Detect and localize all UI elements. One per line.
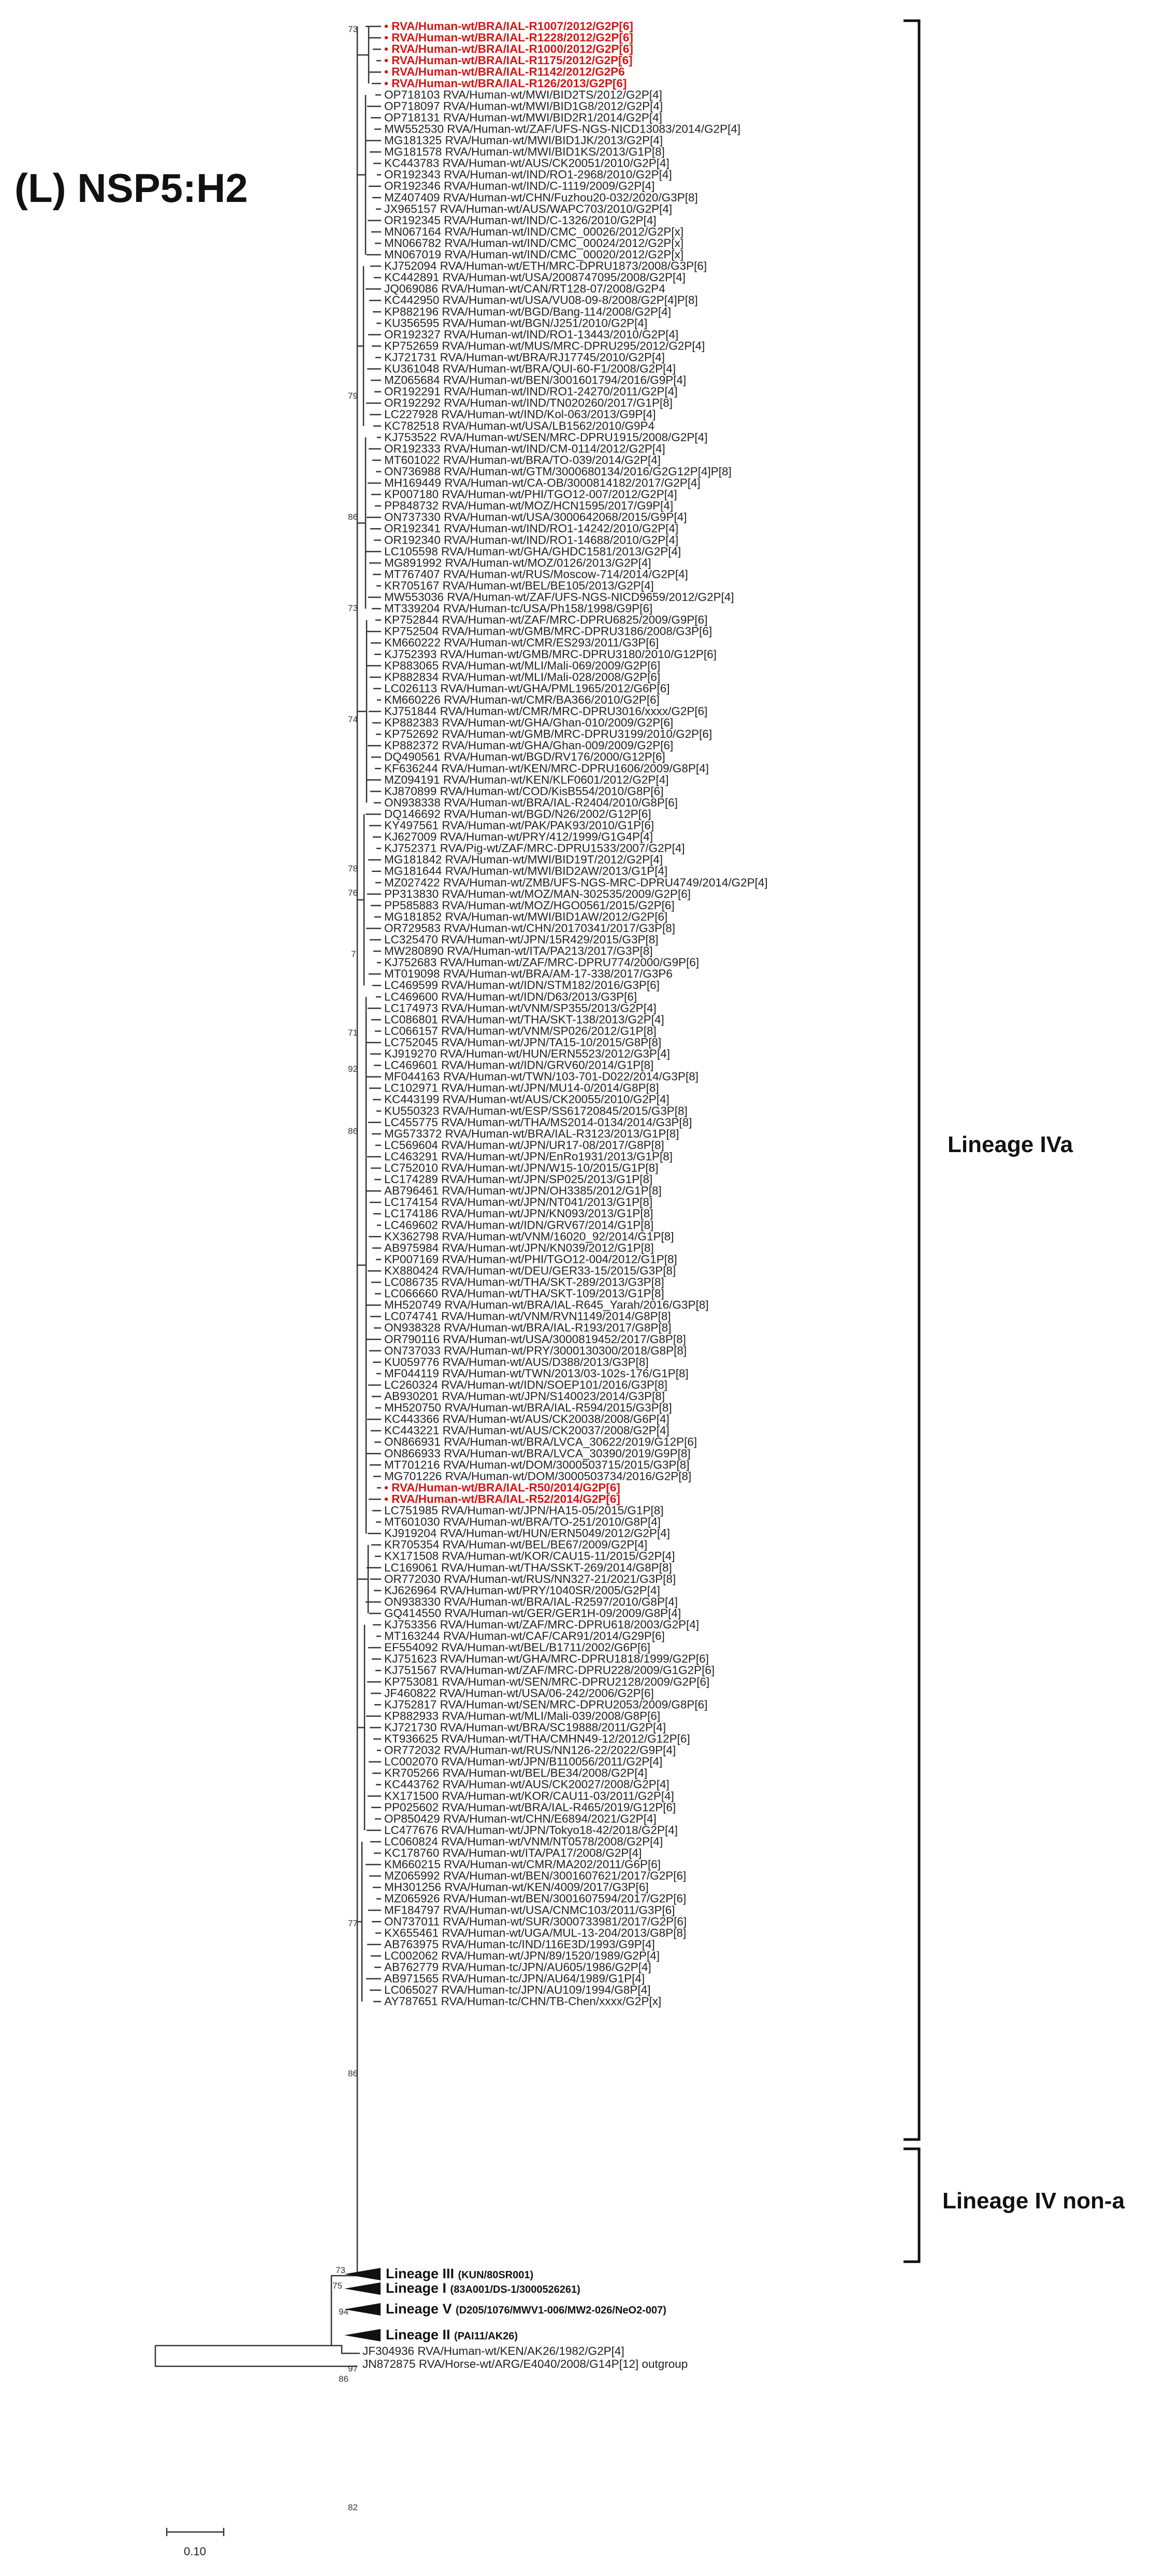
tip-label: LC477676 RVA/Human-wt/JPN/Tokyo18-42/2018/G2P[4] — [384, 1823, 678, 1837]
lineage-iv-non-a-bracket — [904, 2149, 919, 2262]
tip-label: LC174154 RVA/Human-wt/JPN/NT041/2013/G1P[8] — [384, 1196, 653, 1209]
tip-label: KX362798 RVA/Human-wt/VNM/16020_92/2014/G1P[8] — [384, 1230, 674, 1243]
tip-label: KY497561 RVA/Human-wt/PAK/PAK93/2010/G1P[6] — [384, 819, 654, 832]
tip-label: LC752045 RVA/Human-wt/JPN/TA15-10/2015/G8P[8] — [384, 1036, 662, 1049]
tip-label: ON938338 RVA/Human-wt/BRA/IAL-R2404/2010/G8P[6] — [384, 796, 678, 809]
tip-label: OR192327 RVA/Human-wt/IND/RO1-13443/2010/G2P[4] — [384, 328, 679, 341]
lineage-iv-non-a-label: Lineage IV non-a — [942, 2188, 1125, 2214]
bootstrap-value: 73 — [348, 603, 358, 613]
tip-label: KM660215 RVA/Human-wt/CMR/MA202/2011/G6P[6] — [384, 1858, 661, 1871]
tip-label: KP007169 RVA/Human-wt/PHI/TGO12-004/2012/G1P[8] — [384, 1253, 677, 1266]
tip-label: ON866931 RVA/Human-wt/BRA/LVCA_30622/2019/G12P[6] — [384, 1435, 697, 1449]
tip-label: LC174186 RVA/Human-wt/JPN/KN093/2013/G1P[8] — [384, 1207, 653, 1220]
tip-label: LC752010 RVA/Human-wt/JPN/W15-10/2015/G1P[8] — [384, 1161, 659, 1174]
tip-label: MT601022 RVA/Human-wt/BRA/TO-039/2014/G2P[4] — [384, 453, 661, 467]
tip-label: MG573372 RVA/Human-wt/BRA/IAL-R3123/2013/G1P[8] — [384, 1127, 679, 1140]
tip-label: AB796461 RVA/Human-wt/JPN/OH3385/2012/G1P[8] — [384, 1184, 662, 1198]
tip-label: KM660222 RVA/Human-wt/CMR/ES293/2011/G3P[6] — [384, 636, 659, 649]
tip-label: DQ146692 RVA/Human-wt/BGD/N26/2002/G12P[6] — [384, 807, 651, 821]
tip-label-highlighted: • RVA/Human-wt/BRA/IAL-R1000/2012/G2P[6] — [384, 42, 633, 56]
tip-label: OR772032 RVA/Human-wt/RUS/NN126-22/2022/G9P[4] — [384, 1743, 676, 1757]
tip-label: LC102971 RVA/Human-wt/JPN/MU14-0/2014/G8P[8] — [384, 1081, 659, 1095]
tip-label: AB930201 RVA/Human-wt/JPN/S140023/2014/G3P[8] — [384, 1390, 665, 1403]
tip-label: MW553036 RVA/Human-wt/ZAF/UFS-NGS-NICD9659/2012/G2P[4] — [384, 590, 734, 604]
tip-label: KJ752817 RVA/Human-wt/SEN/MRC-DPRU2053/2009/G8P[6] — [384, 1698, 708, 1711]
tip-label: ON866933 RVA/Human-wt/BRA/LVCA_30390/2019/G9P[8] — [384, 1447, 691, 1460]
tip-label: MN067019 RVA/Human-wt/IND/CMC_00020/2012/G2P[x] — [384, 248, 684, 261]
tip-label: MZ065684 RVA/Human-wt/BEN/3001601794/2016/G9P[4] — [384, 373, 687, 387]
tip-label: KM660226 RVA/Human-wt/CMR/BA366/2010/G2P[6] — [384, 693, 660, 706]
tip-label: ON737330 RVA/Human-wt/USA/3000642068/2015/G9P[4] — [384, 511, 687, 524]
tip-label: KJ870899 RVA/Human-wt/COD/KisB554/2010/G8P[6] — [384, 784, 664, 798]
tip-label: EF554092 RVA/Human-wt/BEL/B1711/2002/G6P[6] — [384, 1641, 651, 1654]
tip-label: KP752692 RVA/Human-wt/GMB/MRC-DPRU3199/2010/G2P[6] — [384, 727, 712, 741]
lineage-iva-bracket — [904, 21, 919, 2140]
tip-label: KC178760 RVA/Human-wt/ITA/PA17/2008/G2P[4] — [384, 1846, 642, 1859]
tip-label: KF636244 RVA/Human-wt/KEN/MRC-DPRU1606/2009/G8P[4] — [384, 762, 709, 775]
tip-label: MZ065992 RVA/Human-wt/BEN/3001607621/2017/G2P[6] — [384, 1869, 687, 1883]
tip-label: PP313830 RVA/Human-wt/MOZ/MAN-302535/2009/G2P[6] — [384, 887, 691, 900]
tip-label: KX880424 RVA/Human-wt/DEU/GER33-15/2015/G3P[8] — [384, 1264, 676, 1277]
tip-label: LC105598 RVA/Human-wt/GHA/GHDC1581/2013/G2P[4] — [384, 545, 681, 558]
tip-label: MH301256 RVA/Human-wt/KEN/4009/2017/G3P[6] — [384, 1881, 649, 1894]
tip-label: KJ752393 RVA/Human-wt/GMB/MRC-DPRU3180/2010/G12P[6] — [384, 647, 717, 661]
tip-label: KU356595 RVA/Human-wt/BGN/J251/2010/G2P[4] — [384, 316, 648, 330]
tip-label: LC086801 RVA/Human-wt/THA/SKT-138/2013/G2P[4] — [384, 1013, 664, 1026]
bootstrap-value: 97 — [348, 2364, 358, 2374]
tip-label: KC442950 RVA/Human-wt/USA/VU08-09-8/2008/G2P[4]P[8] — [384, 294, 698, 307]
tree-branches — [155, 26, 381, 2366]
tip-label: DQ490561 RVA/Human-wt/BGD/RV176/2000/G12P[6] — [384, 750, 665, 764]
tip-label: PP848732 RVA/Human-wt/MOZ/HCN1595/2017/G9P[4] — [384, 499, 674, 513]
tip-label: OP718131 RVA/Human-wt/MWI/BID2R1/2014/G2P[4] — [384, 111, 662, 124]
tip-label: KR705266 RVA/Human-wt/BEL/BE34/2008/G2P[4] — [384, 1766, 648, 1780]
collapsed-clade-triangle — [344, 2329, 381, 2341]
tip-label: OR192341 RVA/Human-wt/IND/RO1-14242/2010/G2P[4] — [384, 522, 679, 535]
tip-label: AB762779 RVA/Human-tc/JPN/AU605/1986/G2P[4] — [384, 1960, 651, 1974]
tip-label-highlighted: • RVA/Human-wt/BRA/IAL-R126/2013/G2P[6] — [384, 77, 627, 90]
tip-label: LC174973 RVA/Human-wt/VNM/SP355/2013/G2P[4] — [384, 1001, 657, 1015]
tip-label-highlighted: • RVA/Human-wt/BRA/IAL-R1175/2012/G2P[6] — [384, 54, 633, 67]
tip-label: KJ751567 RVA/Human-wt/ZAF/MRC-DPRU228/2009/G1G2P[6] — [384, 1664, 715, 1677]
tip-label: LC260324 RVA/Human-wt/IDN/SOEP101/2016/G3P[8] — [384, 1378, 667, 1391]
tip-label: KC782518 RVA/Human-wt/USA/LB1562/2010/G9P4 — [384, 419, 654, 432]
bootstrap-value: 71 — [348, 1028, 358, 1038]
tip-label: KC443366 RVA/Human-wt/AUS/CK20038/2008/G6P[4] — [384, 1413, 669, 1426]
collapsed-clade-label: Lineage II (PAI11/AK26) — [386, 2327, 518, 2342]
tip-label: LC469599 RVA/Human-wt/IDN/STM182/2016/G3P[6] — [384, 979, 660, 992]
tip-label: LC002062 RVA/Human-wt/JPN/89/1520/1989/G2P[4] — [384, 1949, 660, 1962]
tip-label: KU361048 RVA/Human-wt/BRA/QUI-60-F1/2008/G2P[4] — [384, 362, 676, 375]
bootstrap-value: 86 — [348, 512, 358, 522]
tip-label: MN067164 RVA/Human-wt/IND/CMC_00026/2012/G2P[x] — [384, 225, 684, 238]
tip-label: MZ065926 RVA/Human-wt/BEN/3001607594/2017/G2P[6] — [384, 1892, 687, 1905]
tip-label: KC443762 RVA/Human-wt/AUS/CK20027/2008/G2P[4] — [384, 1778, 669, 1791]
bootstrap-value: 86 — [348, 2069, 358, 2078]
tip-label: LC227928 RVA/Human-wt/IND/Kol-063/2013/G9P[4] — [384, 407, 656, 421]
tip-label: KJ919204 RVA/Human-wt/HUN/ERN5049/2012/G2P[4] — [384, 1526, 670, 1540]
tip-label: MT767407 RVA/Human-wt/RUS/Moscow-714/2014/G2P[4] — [384, 567, 688, 581]
tip-label: KJ627009 RVA/Human-wt/PRY/412/1999/G1G4P[4] — [384, 830, 653, 843]
tip-label: OP850429 RVA/Human-wt/CHN/E6894/2021/G2P[4] — [384, 1812, 657, 1825]
scale-bar-label: 0.10 — [184, 2545, 206, 2558]
bootstrap-value: 86 — [348, 1126, 358, 1136]
tip-label: LC455775 RVA/Human-wt/THA/MS2014-0134/2014/G3P[8] — [384, 1115, 692, 1129]
collapsed-clade-triangle — [344, 2268, 381, 2280]
tip-label: OR192340 RVA/Human-wt/IND/RO1-14688/2010/G2P[4] — [384, 533, 679, 547]
tip-label: KU059776 RVA/Human-wt/AUS/D388/2013/G3P[8] — [384, 1355, 649, 1369]
tip-label: ON737033 RVA/Human-wt/PRY/3000130300/2018/G8P[8] — [384, 1344, 687, 1357]
bootstrap-value: 77 — [348, 1918, 358, 1928]
bootstrap-value: 82 — [348, 2502, 358, 2512]
bootstrap-value: 76 — [348, 888, 358, 898]
bootstrap-value: 73 — [348, 24, 358, 34]
tip-label: LC174289 RVA/Human-wt/JPN/SP025/2013/G1P[8] — [384, 1173, 653, 1186]
tip-label-highlighted: • RVA/Human-wt/BRA/IAL-R50/2014/G2P[6] — [384, 1481, 620, 1494]
tip-label: MN066782 RVA/Human-wt/IND/CMC_00024/2012/G2P[x] — [384, 236, 684, 250]
tip-label: OR192292 RVA/Human-wt/IND/TN020260/2017/G1P[8] — [384, 396, 673, 410]
tip-label: MH169449 RVA/Human-wt/CA-OB/3000814182/2017/G2P[4] — [384, 476, 701, 489]
tip-label: MG891992 RVA/Human-wt/MOZ/0126/2013/G2P[4] — [384, 556, 651, 570]
tip-label: KC442891 RVA/Human-wt/USA/2008747095/2008/G2P[4] — [384, 271, 686, 284]
tip-label: MF044119 RVA/Human-wt/TWN/2013/03-102s-176/G1P[8] — [384, 1366, 689, 1380]
tip-label: MT701216 RVA/Human-wt/DOM/3000503715/2015/G3P[8] — [384, 1458, 690, 1472]
tip-label: LC066660 RVA/Human-wt/THA/SKT-109/2013/G1P[8] — [384, 1287, 664, 1300]
tip-label: MG181644 RVA/Human-wt/MWI/BID2AW/2013/G1P[4] — [384, 864, 668, 878]
tip-label: MF184797 RVA/Human-wt/USA/CNMC103/2011/G3P[6] — [384, 1903, 675, 1917]
tip-label: LC065027 RVA/Human-tc/JPN/AU109/1994/G8P[4] — [384, 1983, 651, 1997]
tip-label: MF044163 RVA/Human-wt/TWN/103-701-D022/2014/G3P[8] — [384, 1070, 698, 1083]
bootstrap-value: 86 — [339, 2374, 348, 2384]
tip-label: AY787651 RVA/Human-tc/CHN/TB-Chen/xxxx/G2P[x] — [384, 1995, 662, 2008]
tip-labels — [362, 20, 768, 2370]
root-branch — [331, 2346, 360, 2353]
tip-label: ON737011 RVA/Human-wt/SUR/3000733981/2017/G2P[6] — [384, 1915, 687, 1928]
collapsed-clade-triangle — [344, 2282, 381, 2295]
tip-label: OR772030 RVA/Human-wt/RUS/NN327-21/2021/G3P[8] — [384, 1572, 676, 1585]
tip-label: MZ027422 RVA/Human-wt/ZMB/UFS-NGS-MRC-DPRU4749/2014/G2P[4] — [384, 876, 768, 889]
tip-label: KT936625 RVA/Human-wt/THA/CMHN49-12/2012/G12P[6] — [384, 1732, 690, 1745]
root-branch — [155, 2346, 357, 2366]
tip-label: KP882383 RVA/Human-wt/GHA/Ghan-010/2009/G2P[6] — [384, 716, 674, 730]
tip-label: KP882196 RVA/Human-wt/BGD/Bang-114/2008/G2P[4] — [384, 305, 672, 318]
bootstrap-value: 94 — [339, 2307, 348, 2317]
tip-label: LC066157 RVA/Human-wt/VNM/SP026/2012/G1P[8] — [384, 1024, 657, 1038]
tip-label: KX171508 RVA/Human-wt/KOR/CAU15-11/2015/G2P[4] — [384, 1549, 675, 1563]
tip-label: MT019098 RVA/Human-wt/BRA/AM-17-338/2017/G3P6 — [384, 967, 673, 981]
lineage-iva-label: Lineage IVa — [948, 1132, 1073, 1157]
collapsed-clade-triangle — [344, 2303, 381, 2316]
tip-label: OR192345 RVA/Human-wt/IND/C-1326/2010/G2P[4] — [384, 213, 657, 227]
tip-label: LC463291 RVA/Human-wt/JPN/EnRo1931/2013/G1P[8] — [384, 1149, 673, 1163]
collapsed-clade-label: Lineage V (D205/1076/MWV1-006/MW2-026/NeO2-007) — [386, 2301, 666, 2317]
tip-label: KJ753356 RVA/Human-wt/ZAF/MRC-DPRU618/2003/G2P[4] — [384, 1618, 700, 1631]
tip-label: MZ094191 RVA/Human-wt/KEN/KLF0601/2012/G2P[4] — [384, 773, 669, 787]
tip-label: KC443783 RVA/Human-wt/AUS/CK20051/2010/G2P[4] — [384, 156, 669, 170]
tip-label: KP752659 RVA/Human-wt/MUS/MRC-DPRU295/2012/G2P[4] — [384, 339, 705, 353]
tip-label: MH520749 RVA/Human-wt/BRA/IAL-R645_Yarah/2016/G3P[8] — [384, 1298, 709, 1312]
tip-label: KJ626964 RVA/Human-wt/PRY/1040SR/2005/G2P[4] — [384, 1583, 660, 1597]
tip-label: KP752844 RVA/Human-wt/ZAF/MRC-DPRU6825/2009/G9P[6] — [384, 613, 708, 627]
tip-label: KR705354 RVA/Human-wt/BEL/BE67/2009/G2P[4] — [384, 1538, 648, 1551]
tip-label: OP718097 RVA/Human-wt/MWI/BID1G8/2012/G2P[4] — [384, 99, 663, 113]
tip-label: KJ919270 RVA/Human-wt/HUN/ERN5523/2012/G3P[4] — [384, 1047, 670, 1060]
tip-label: AB975984 RVA/Human-wt/JPN/KN039/2012/G1P[8] — [384, 1241, 654, 1255]
tip-label: KJ721731 RVA/Human-wt/BRA/RJ17745/2010/G2P[4] — [384, 351, 665, 364]
tip-label: KJ752094 RVA/Human-wt/ETH/MRC-DPRU1873/2008/G3P[6] — [384, 259, 707, 273]
tip-label: MG181325 RVA/Human-wt/MWI/BID1JK/2013/G2P[4] — [384, 134, 663, 147]
root-branch — [155, 2276, 357, 2346]
tip-label: OR729583 RVA/Human-wt/CHN/20170341/2017/G3P[8] — [384, 921, 675, 935]
tip-label: LC325470 RVA/Human-wt/JPN/15R429/2015/G3P[8] — [384, 933, 659, 946]
tip-label: GQ414550 RVA/Human-wt/GER/GER1H-09/2009/G8P[4] — [384, 1606, 681, 1620]
tip-label: KP883065 RVA/Human-wt/MLI/Mali-069/2009/G2P[6] — [384, 659, 661, 672]
tip-label: LC002070 RVA/Human-wt/JPN/B110056/2011/G2P[4] — [384, 1755, 663, 1768]
tip-label: LC026113 RVA/Human-wt/GHA/PML1965/2012/G6P[6] — [384, 681, 670, 695]
tip-label: LC074741 RVA/Human-wt/VNM/RVN1149/2014/G8P[8] — [384, 1309, 671, 1323]
bootstrap-value: 92 — [348, 1064, 358, 1074]
tip-label: LC086735 RVA/Human-wt/THA/SKT-289/2013/G3P[8] — [384, 1275, 664, 1289]
tip-label: KJ753522 RVA/Human-wt/SEN/MRC-DPRU1915/2008/G2P[4] — [384, 430, 708, 444]
tip-label: OR790116 RVA/Human-wt/USA/3000819452/2017/G8P[8] — [384, 1332, 686, 1346]
tip-label: OR192346 RVA/Human-wt/IND/C-1119/2009/G2P[4] — [384, 179, 655, 193]
tip-label: KP882834 RVA/Human-wt/MLI/Mali-028/2008/G2P[6] — [384, 670, 661, 683]
tip-label: KR705167 RVA/Human-wt/BEL/BE105/2013/G2P[4] — [384, 579, 654, 592]
tip-label: ON736988 RVA/Human-wt/GTM/3000680134/2016/G2G12P[4]P[8] — [384, 464, 732, 478]
tip-label: MH520750 RVA/Human-wt/BRA/IAL-R594/2015/G3P[8] — [384, 1401, 672, 1415]
tip-label: KU550323 RVA/Human-wt/ESP/SS61720845/2015/G3P[8] — [384, 1104, 688, 1117]
tip-label: ON938330 RVA/Human-wt/BRA/IAL-R2597/2010/G8P[4] — [384, 1595, 678, 1608]
bootstrap-values — [332, 24, 358, 2512]
tip-label: KJ751623 RVA/Human-wt/GHA/MRC-DPRU1818/1999/G2P[6] — [384, 1652, 709, 1666]
tip-label: LC060824 RVA/Human-wt/VNM/NT0578/2008/G2P[4] — [384, 1835, 663, 1848]
tip-label: KP753081 RVA/Human-wt/SEN/MRC-DPRU2128/2009/G2P[6] — [384, 1675, 710, 1689]
tip-label: MG181842 RVA/Human-wt/MWI/BID19T/2012/G2P[4] — [384, 853, 663, 866]
tip-label: KJ751844 RVA/Human-wt/CMR/MRC-DPRU3016/xxxx/G2P[6] — [384, 705, 708, 718]
tip-label: LC469602 RVA/Human-wt/IDN/GRV67/2014/G1P[8] — [384, 1218, 654, 1232]
tip-label: LC569604 RVA/Human-wt/JPN/UR17-08/2017/G8P[8] — [384, 1138, 664, 1152]
tip-label: MG701226 RVA/Human-wt/DOM/3000503734/2016/G2P[8] — [384, 1469, 692, 1483]
tip-label: KC443221 RVA/Human-wt/AUS/CK20037/2008/G2P[4] — [384, 1424, 669, 1437]
tip-label: OR192333 RVA/Human-wt/IND/CM-0114/2012/G2P[4] — [384, 442, 665, 455]
tip-label: MZ407409 RVA/Human-wt/CHN/Fuzhou20-032/2020/G3P[8] — [384, 191, 698, 204]
tip-label: MG181852 RVA/Human-wt/MWI/BID1AW/2012/G2P[6] — [384, 910, 668, 923]
tip-label: MT339204 RVA/Human-tc/USA/Ph158/1998/G9P[6] — [384, 602, 653, 615]
bootstrap-value: 73 — [336, 2265, 345, 2275]
tip-label: KP882372 RVA/Human-wt/GHA/Ghan-009/2009/G2P[6] — [384, 739, 674, 752]
bootstrap-value: 79 — [348, 391, 358, 401]
tip-label: KJ752371 RVA/Pig-wt/ZAF/MRC-DPRU1533/2007/G2P[4] — [384, 841, 685, 855]
tip-label: KJ721730 RVA/Human-wt/BRA/SC19888/2011/G2P[4] — [384, 1721, 666, 1734]
bootstrap-value: 75 — [332, 2281, 342, 2291]
tip-label: JN872875 RVA/Horse-wt/ARG/E4040/2008/G14P[12] outgroup — [362, 2357, 688, 2370]
panel-title: (L) NSP5:H2 — [14, 165, 248, 211]
tip-label: KX655461 RVA/Human-wt/UGA/MUL-13-204/2013/G8P[8] — [384, 1926, 687, 1940]
tip-label: MT163244 RVA/Human-wt/CAF/CAR91/2014/G29P[6] — [384, 1629, 665, 1643]
tip-label: MT601030 RVA/Human-wt/BRA/TO-251/2010/G8P[4] — [384, 1515, 661, 1529]
tip-label: LC169061 RVA/Human-wt/THA/SSKT-269/2014/G8P[8] — [384, 1561, 672, 1574]
tip-label: KJ752683 RVA/Human-wt/ZAF/MRC-DPRU774/2000/G9P[6] — [384, 956, 700, 969]
tip-label: LC469601 RVA/Human-wt/IDN/GRV60/2014/G1P[8] — [384, 1058, 654, 1072]
collapsed-clade-label: Lineage III (KUN/80SR001) — [386, 2266, 534, 2281]
bootstrap-value: 74 — [348, 715, 358, 724]
tip-label-highlighted: • RVA/Human-wt/BRA/IAL-R1142/2012/G2P6 — [384, 65, 625, 79]
tip-label: JF460822 RVA/Human-wt/USA/06-242/2006/G2P[6] — [384, 1686, 654, 1700]
tip-label: OR192291 RVA/Human-wt/IND/RO1-24270/2011/G2P[4] — [384, 385, 678, 398]
tip-label: KP007180 RVA/Human-wt/PHI/TGO12-007/2012/G2P[4] — [384, 488, 677, 501]
tip-label: LC751985 RVA/Human-wt/JPN/HA15-05/2015/G1P[8] — [384, 1504, 664, 1517]
tip-label: MG181578 RVA/Human-wt/MWI/BID1KS/2013/G1P[8] — [384, 145, 665, 158]
tip-label: PP025602 RVA/Human-wt/BRA/IAL-R465/2019/G12P[6] — [384, 1800, 676, 1814]
collapsed-clades — [344, 2266, 666, 2342]
tip-label: KC443199 RVA/Human-wt/AUS/CK20055/2010/G2P[4] — [384, 1093, 669, 1106]
tip-label-highlighted: • RVA/Human-wt/BRA/IAL-R52/2014/G2P[6] — [384, 1492, 620, 1506]
tip-label-highlighted: • RVA/Human-wt/BRA/IAL-R1007/2012/G2P[6] — [384, 20, 633, 33]
tip-label: ON938328 RVA/Human-wt/BRA/IAL-R193/2017/G8P[8] — [384, 1321, 672, 1334]
tip-label: OR192343 RVA/Human-wt/IND/RO1-2968/2010/G2P[4] — [384, 168, 672, 181]
tip-label: PP585883 RVA/Human-wt/MOZ/HGO0561/2015/G2P[6] — [384, 898, 675, 912]
tip-label: LC469600 RVA/Human-wt/IDN/D63/2013/G3P[6] — [384, 990, 637, 1003]
tip-label: MW552530 RVA/Human-wt/ZAF/UFS-NGS-NICD13083/2014/G2P[4] — [384, 122, 741, 136]
collapsed-clade-label: Lineage I (83A001/DS-1/3000526261) — [386, 2280, 580, 2296]
tip-label-highlighted: • RVA/Human-wt/BRA/IAL-R1228/2012/G2P[6] — [384, 31, 633, 45]
tip-label: KP752504 RVA/Human-wt/GMB/MRC-DPRU3186/2008/G3P[6] — [384, 624, 712, 638]
tip-label: KP882933 RVA/Human-wt/MLI/Mali-039/2008/G8P[6] — [384, 1709, 661, 1723]
tip-label: KX171500 RVA/Human-wt/KOR/CAU11-03/2011/G2P[4] — [384, 1789, 674, 1802]
tip-label: MW280890 RVA/Human-wt/ITA/PA213/2017/G3P[8] — [384, 944, 653, 958]
tip-label: AB971565 RVA/Human-tc/JPN/AU64/1989/G1P[4] — [384, 1972, 645, 1985]
bootstrap-value: 7 — [351, 949, 356, 959]
tip-label: JQ069086 RVA/Human-wt/CAN/RT128-07/2008/G2P4 — [384, 282, 665, 296]
bootstrap-value: 78 — [348, 864, 358, 874]
tip-label: AB763975 RVA/Human-tc/IND/116E3D/1993/G9P[4] — [384, 1938, 655, 1951]
tip-label: JF304936 RVA/Human-wt/KEN/AK26/1982/G2P[4] — [362, 2345, 624, 2357]
tip-label: OP718103 RVA/Human-wt/MWI/BID2TS/2012/G2P[4] — [384, 88, 662, 101]
tip-label: JX965157 RVA/Human-wt/AUS/WAPC703/2010/G2P[4] — [384, 202, 673, 215]
